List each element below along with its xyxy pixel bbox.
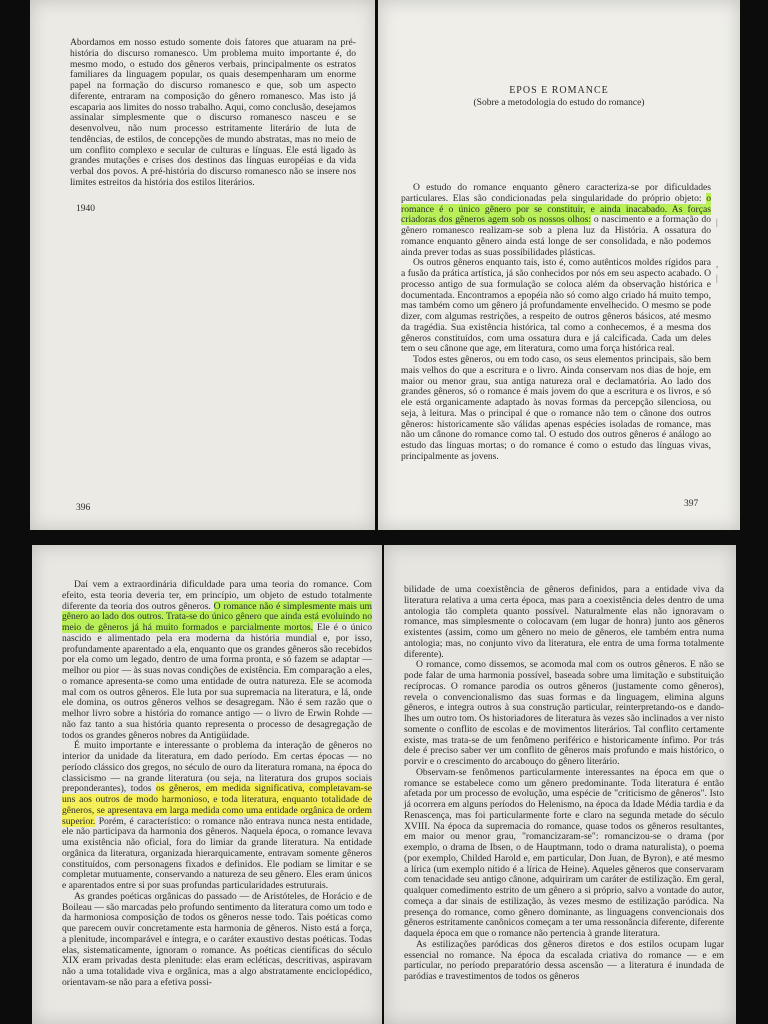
page-396-text	[70, 38, 356, 189]
page-396	[30, 0, 375, 530]
page-397-highlight: o romance é o único gênero por se constituir, e ainda inacabado. As forças criadoras dos gêneros agem sob os nossos olhos:	[401, 192, 711, 226]
page-bottom-left-p2-end: Porém, é característico: o romance não entrava nunca nesta entidade, ele não participava da harmonia dos gêneros. Naquela época, o romance levava uma existência não oficial, fora do limiar da grande literatura. Na entidade orgânica da literatura, organizada hierarquicamente, entravam somente gêneros constituídos, com personagens fixados e definidos. Ele podiam se limitar e se completar mutuamente, conservando a natureza de seu gênero. Eles eram únicos e aparentados entre si por suas profundas particularidades estruturais.	[62, 815, 372, 891]
page-bottom-left-highlight-yellow: os gêneros, em medida significativa, completavam-se uns aos outros de modo harmonioso, e toda literatura, enquanto totalidade de gêneros, se apresentava em larga medida como uma entidade orgânica de ordem superior.	[62, 783, 372, 827]
page-bottom-left-p1-end: Ele é o único nascido e alimentado pela era moderna da história mundial e, por isso, profundamente aparentado a ela, enquanto que os grandes gêneros são recebidos por ela como um legado, dentro de uma forma pronta, e só fazem se adaptar — melhor ou pior — às suas novas condições de existência. Em comparação a eles, o romance apresenta-se como uma entidade de outra natureza. Ele se acomoda mal com os outros gêneros. Ele luta por sua supremacia na literatura, e lá, onde ele domina, os outros gêneros velhos se desagregam. Não é sem razão que o melhor livro sobre a história do romance antigo — o livro de Erwin Rohde — não faz tanto a sua história quanto representa o processo de desagregação de todos os grandes gêneros nobres da Antigüidade.	[62, 622, 372, 741]
page-397	[378, 0, 740, 530]
page-396-date: 1940	[76, 204, 95, 214]
page-bottom-left-p2-start: É muito importante e interessante o problema da interação de gêneros no interior da unidade da literatura, em dado período. Em certas épocas — no período clássico dos gregos, no século de ouro da literatura romana, na época do classicismo — na grande literatura (ou seja, na literatura dos grupos sociais preponderantes), todos	[62, 740, 372, 795]
page-397-paragraph-2: Os outros gêneros enquanto tais, isto é, como autênticos moldes rígidos para a fusão da prática artística, já são conhecidos por nós em seu aspecto acabado. O processo antigo de sua formulação se coloca além da observação histórica e documentada. Encontramos a epopéia não só como algo criado há muito tempo, mas também como um gênero já profundamente envelhecido. O mesmo se pode dizer, com algumas restrições, a respeito de outros gêneros básicos, até mesmo da tragédia. Sua existência histórica, tal como a conhecemos, é a mesma dos gêneros constituídos, com uma ossatura dura e já calcificada. Cada um deles tem o seu cânone que age, em literatura, como uma força histórica real.	[401, 257, 711, 355]
page-bottom-left-paragraph-1	[62, 580, 372, 741]
page-397-p1-start: O estudo do romance enquanto gênero caracteriza-se por dificuldades particulares. Elas são condicionadas pela singularidade do próprio objeto:	[401, 182, 711, 204]
page-bottom-left-text	[62, 580, 372, 989]
margin-marks: | , |	[716, 217, 719, 283]
page-396-paragraph: Abordamos em nosso estudo somente dois fatores que atuaram na pré-história do discurso romanesco. Um problema muito importante é, do mesmo modo, o estudo dos gêneros verbais, principalmente os estratos familiares da linguagem popular, os quais desempenharam um enorme papel na formação do discurso romanesco e que, sob um aspecto diferente, entraram na composição do gênero romanesco. Mas isto já escaparia aos limites do nosso trabalho. Aqui, como conclusão, desejamos assinalar simplesmente que o discurso romanesco nasceu e se desenvolveu, não num processo estritamente literário de luta de tendências, de estilos, de concepções de mundo abstratas, mas no meio de um conflito complexo e secular de culturas e línguas. Ele está ligado às grandes mutações e crises dos destinos das línguas européias e da vida verbal dos povos. A pré-história do discurso romanesco não se insere nos limites estreitos da história dos estilos literários.	[70, 37, 356, 188]
page-bottom-right-paragraph-4: As estilizações paródicas dos gêneros diretos e dos estilos ocupam lugar essencial no romance. Na época da escalada criativa do romance — e em particular, no período preparatório dessa ascensão — a literatura é inundada de paródias e travestimentos de todos os gêneros	[404, 938, 724, 982]
page-bottom-right-paragraph-2: O romance, como dissemos, se acomoda mal com os outros gêneros. E não se pode falar de uma harmonia possível, baseada sobre uma limitação e substituição recíprocas. O romance parodia os outros gêneros (justamente como gêneros), revela o convencionalismo das suas formas e da linguagem, elimina alguns gêneros, e integra outros à sua construção particular, reinterpretando-os e dando-lhes um outro tom. Os historiadores de literatura às vezes são inclinados a ver nisto somente o conflito de escolas e de movimentos literários. Tal conflito certamente existe, mas trata-se de um fenômeno periférico e historicamente ínfimo. Por trás dele é preciso saber ver um conflito de gêneros mais profundo e mais histórico, o porvir e o crescimento do arcabouço do gênero literário.	[404, 659, 724, 767]
page-397-number: 397	[684, 499, 699, 509]
page-396-number: 396	[76, 503, 91, 513]
page-bottom-left-highlight-green: O romance não é simplesmente mais um gênero ao lado dos outros. Trata-se do único gênero que ainda está evoluindo no meio de gêneros já há muito formados e parcialmente mortos.	[62, 600, 373, 633]
page-397-paragraph-3: Todos estes gêneros, ou em todo caso, os seus elementos principais, são bem mais velhos do que a escritura e o livro. Ainda conservam nos dias de hoje, em maior ou menor grau, sua antiga natureza oral e declamatória. Ao lado dos grandes gêneros, só o romance é mais jovem do que a escritura e os livros, e só ele está organicamente adaptado às novas formas da percepção silenciosa, ou seja, à leitura. Mas o principal é que o romance não tem o cânone dos outros gêneros: historicamente são válidas apenas espécies isoladas de romance, mas não um cânone do romance como tal. O estudo dos outros gêneros é análogo ao estudo das línguas mortas; o do romance é como o estudo das línguas vivas, principalmente as jovens.	[401, 354, 711, 462]
page-bottom-right	[384, 545, 736, 1024]
page-bottom-left-paragraph-3: As grandes poéticas orgânicas do passado — de Aristóteles, de Horácio e de Boileau — são marcadas pelo profundo sentimento da literatura como um todo e da harmoniosa composição de todos os gêneros nesse todo. Tais poéticas como que parecem ouvir concretamente esta harmonia de gêneros. Nisto está a força, a plenitude, incomparável e íntegra, e o caráter exaustivo destas poéticas. Todas elas, sistematicamente, ignoram o romance. As poéticas científicas do século XIX eram privadas desta plenitude: elas eram ecléticas, descritivas, aspiravam não a uma totalidade viva e orgânica, mas a algo abstratamente enciclopédico, orientavam-se não para a efetiva possi-	[62, 890, 372, 988]
page-397-p1-end: o nascimento e a formação do gênero romanesco realizam-se sob a plena luz da História. A ossatura do romance enquanto gênero ainda está longe de ser consolidada, e não podemos ainda prever todas as suas possibilidades plásticas.	[401, 214, 711, 258]
page-397-paragraph-1	[401, 183, 711, 258]
page-bottom-right-text	[404, 585, 724, 983]
page-bottom-left-paragraph-2	[62, 741, 372, 892]
chapter-title: EPOS E ROMANCE	[509, 85, 609, 96]
page-397-text	[401, 183, 711, 463]
page-bottom-right-paragraph-1: bilidade de uma coexistência de gêneros definidos, para a entidade viva da literatura relativa a uma certa época, mas para a coexistência deles dentro de uma antologia tão completa quanto possível. Naturalmente elas não ignoravam o romance, mas simplesmente o colocavam (em lugar de honra) junto aos gêneros existentes (assim, como um gênero no meio de gêneros, ele também entra numa antologia; mas, no conjunto vivo da literatura, ele entra de uma forma totalmente diferente).	[404, 584, 724, 660]
page-bottom-left-p1-start: Daí vem a extraordinária dificuldade para uma teoria do romance. Com efeito, esta teoria deveria ter, em princípio, um objeto de estudo totalmente diferente da teoria dos outros gêneros.	[62, 579, 372, 612]
page-bottom-right-paragraph-3: Observam-se fenômenos particularmente interessantes na época em que o romance se estabelece como um gênero predominante. Toda literatura é então afetada por um processo de evolução, uma espécie de "criticismo de gêneros". Isto já ocorrera em alguns períodos do Helenismo, na época da Idade Média tardia e da Renascença, mas foi particularmente forte e claro na segunda metade do século XVIII. Na época da supremacia do romance, quase todos os gêneros resultantes, em maior ou menor grau, "romancizaram-se": romancizou-se o drama (por exemplo, o drama de Ibsen, o de Hauptmann, todo o drama naturalista), o poema (por exemplo, Childed Harold e, em particular, Don Juan, de Byron), e até mesmo a lírica (um exemplo nítido é a lírica de Heine). Aqueles gêneros que conservaram com tenacidade seu antigo cânone, adquiriram um caráter de estilização. Em geral, qualquer comedimento estrito de um gênero a si próprio, salvo a vontade do autor, começa a dar sinais de estilização, às vezes mesmo de estilização paródica. Na presença do romance, como gênero dominante, as linguagens convencionais dos gêneros estritamente canônicos começam a ter uma ressonância diferente, diferente daquela época em que o romance não pertencia à grande literatura.	[404, 766, 724, 939]
chapter-subtitle: (Sobre a metodologia do estudo do romance)	[473, 98, 645, 108]
page-bottom-left	[32, 545, 382, 1024]
